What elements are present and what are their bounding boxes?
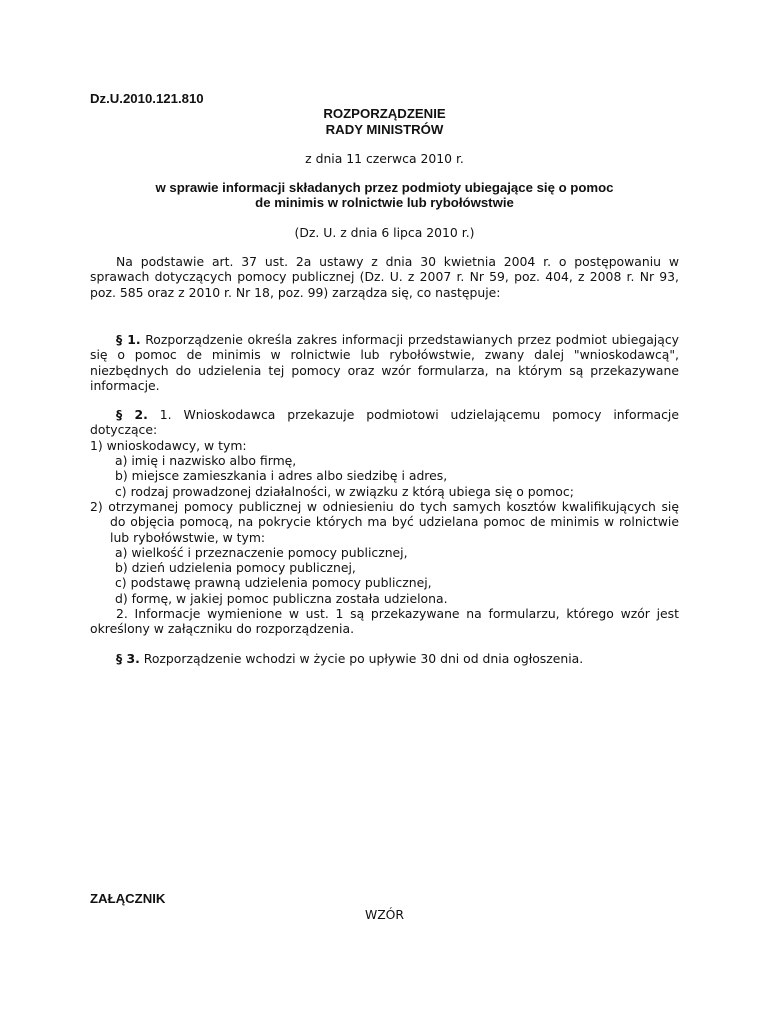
annex-title: ZAŁĄCZNIK bbox=[90, 891, 166, 906]
section-2-mark: § 2. bbox=[116, 407, 148, 423]
act-title-line2: RADY MINISTRÓW bbox=[325, 121, 444, 137]
section-2-intro bbox=[90, 407, 679, 438]
document-body bbox=[90, 91, 679, 666]
point-1-a: a) imię i nazwisko albo firmę, bbox=[115, 453, 297, 469]
journal-reference: Dz.U.2010.121.810 bbox=[90, 91, 204, 106]
point-2-b: b) dzień udzielenia pomocy publicznej, bbox=[115, 560, 356, 576]
point-2-d: d) formę, w jakiej pomoc publiczna została udzielona. bbox=[115, 590, 448, 606]
section-3 bbox=[90, 651, 679, 666]
section-1-text: Rozporządzenie określa zakres informacji przedstawianych przez podmiot ubiegający się o pomoc de minimis w rolnictwie lub rybołówstwie, zwany dalej "wnioskodawcą", niezbędnych do udzielenia tej pomocy oraz wzór formularza, na którym są przekazywane informacje. bbox=[90, 331, 679, 393]
point-2-c: c) podstawę prawną udzielenia pomocy publicznej, bbox=[115, 575, 432, 591]
section-2-intro-text: 1. Wnioskodawca przekazuje podmiotowi udzielającemu pomocy informacje dotyczące: bbox=[90, 407, 679, 438]
section-3-mark: § 3. bbox=[116, 650, 140, 666]
annex-template-label: WZÓR bbox=[364, 907, 405, 922]
act-title-line1: ROZPORZĄDZENIE bbox=[323, 106, 446, 122]
section-3-text: Rozporządzenie wchodzi w życie po upływie 30 dni od dnia ogłoszenia. bbox=[143, 650, 584, 666]
point-1: 1) wnioskodawcy, w tym: bbox=[90, 437, 247, 453]
section-1 bbox=[90, 332, 679, 393]
point-2-a: a) wielkość i przeznaczenie pomocy publicznej, bbox=[115, 544, 408, 560]
act-date: z dnia 11 czerwca 2010 r. bbox=[305, 150, 464, 166]
point-2: 2) otrzymanej pomocy publicznej w odniesieniu do tych samych kosztów kwalifikujących się do objęcia pomocą, na pokrycie których ma być udzielana pomoc de minimis w rolnictwie lub rybołówstwie, w tym: bbox=[90, 498, 679, 545]
act-subject-line2: de minimis w rolnictwie lub rybołówstwie bbox=[255, 195, 514, 211]
publication-note: (Dz. U. z dnia 6 lipca 2010 r.) bbox=[294, 224, 475, 240]
point-1-b: b) miejsce zamieszkania i adres albo siedzibę i adres, bbox=[115, 468, 448, 484]
act-subject-line1: w sprawie informacji składanych przez podmioty ubiegające się o pomoc bbox=[155, 180, 614, 196]
point-1-c: c) rodzaj prowadzonej działalności, w związku z którą ubiega się o pomoc; bbox=[115, 483, 574, 499]
section-1-mark: § 1. bbox=[116, 331, 141, 347]
section-2-ust-2: 2. Informacje wymienione w ust. 1 są przekazywane na formularzu, którego wzór jest określony w załączniku do rozporządzenia. bbox=[90, 606, 679, 637]
preamble: Na podstawie art. 37 ust. 2a ustawy z dnia 30 kwietnia 2004 r. o postępowaniu w sprawach dotyczących pomocy publicznej (Dz. U. z 2007 r. Nr 59, poz. 404, z 2008 r. Nr 93, poz. 585 oraz z 2010 r. Nr 18, poz. 99) zarządza się, co następuje: bbox=[90, 254, 679, 300]
